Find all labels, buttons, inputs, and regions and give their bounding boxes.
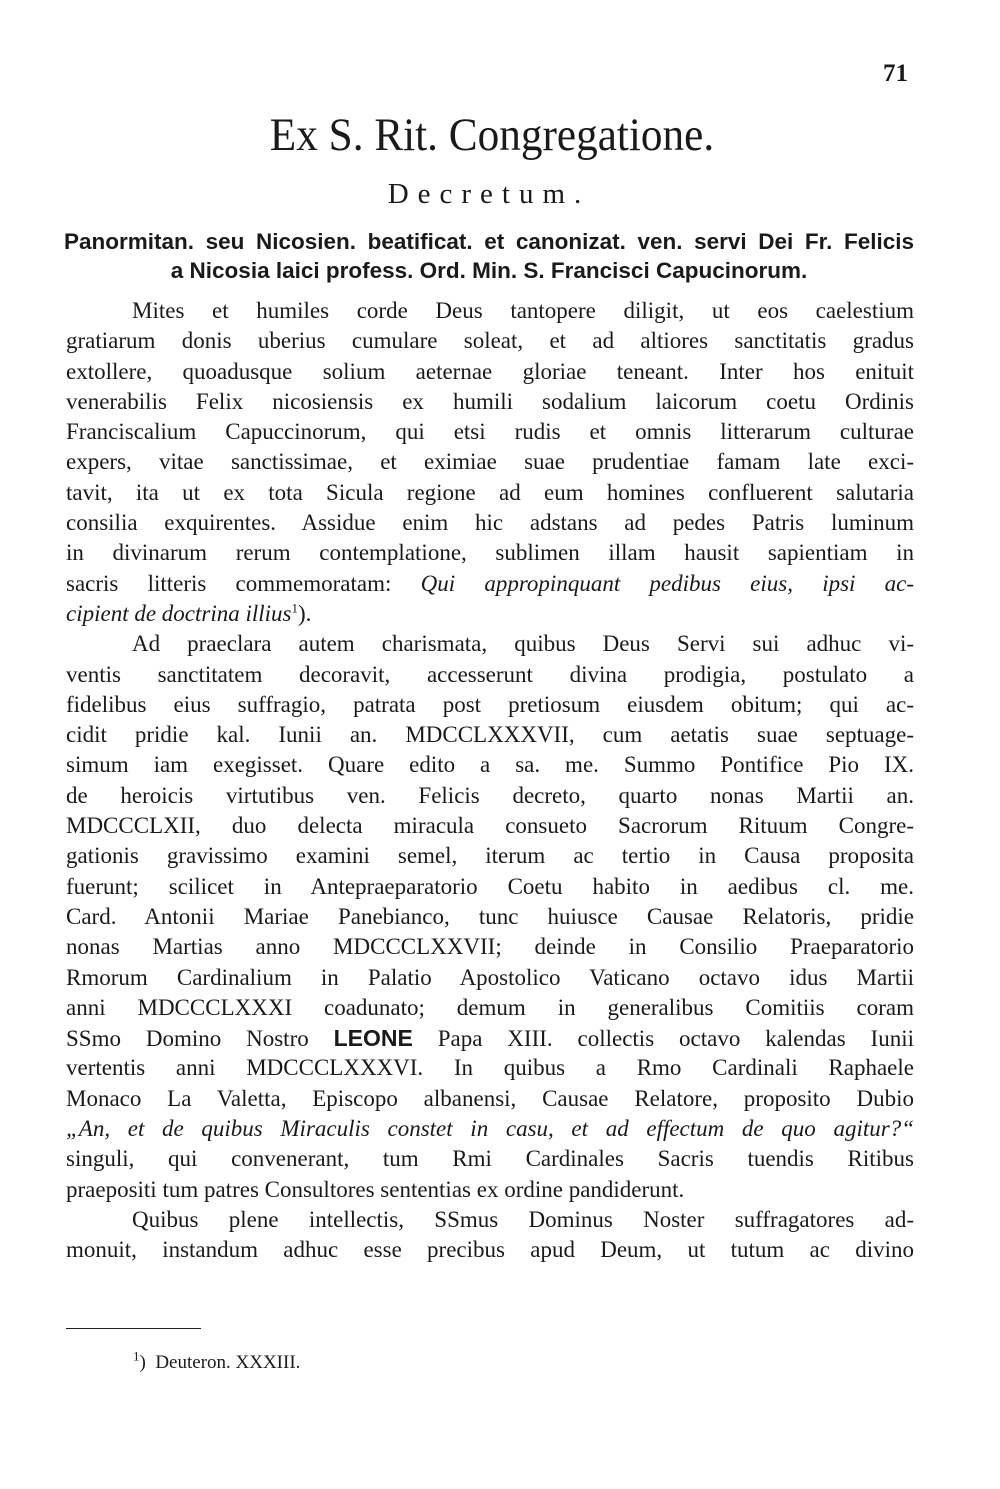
text-segment: SSmo Domino Nostro — [66, 1026, 309, 1052]
text-line: monuit, instandum adhuc esse precibus apud Deum, ut tutum ac divino — [66, 1237, 914, 1263]
text-line: gratiarum donis uberius cumulare soleat, et ad altiores sanctitatis gradus — [66, 328, 914, 354]
text-line: Mites et humiles corde Deus tantopere diligit, ut eos caelestium — [132, 298, 914, 323]
text-line: Franciscalium Capuccinorum, qui etsi rudis et omnis litterarum culturae — [66, 419, 914, 445]
footnote — [133, 1348, 301, 1374]
text-line — [66, 1023, 914, 1053]
text-line: anni MDCCCLXXXI coadunato; demum in generalibus Comitiis coram — [66, 994, 914, 1020]
text-line: expers, vitae sanctissimae, et eximiae suae prudentiae famam late exci- — [66, 449, 914, 475]
text-segment: sacris litteris commemoratam: — [66, 570, 392, 596]
text-line: Rmorum Cardinalium in Palatio Apostolico Vaticano octavo idus Martii — [66, 964, 914, 990]
case-heading-line-1: Panormitan. seu Nicosien. beatificat. et canonizat. ven. servi Dei Fr. Felicis — [64, 229, 914, 254]
text-segment: Papa XIII. collectis octavo kalendas Iunii — [437, 1026, 914, 1052]
text-line: consilia exquirentes. Assidue enim hic adstans ad pedes Patris luminum — [66, 510, 914, 536]
text-line: fuerunt; scilicet in Antepraeparatorio Coetu habito in aedibus cl. me. — [66, 873, 914, 899]
text-line: vertentis anni MDCCCLXXXVI. In quibus a Rmo Cardinali Raphaele — [66, 1055, 914, 1081]
text-line: in divinarum rerum contemplatione, sublimen illam hausit sapientiam in — [66, 540, 914, 566]
page-number: 71 — [883, 60, 908, 87]
case-heading-line-2: a Nicosia laici profess. Ord. Min. S. Francisci Capucinorum. — [170, 258, 808, 283]
text-line: fidelibus eius suffragio, patrata post pretiosum eiusdem obitum; qui ac- — [66, 691, 914, 717]
text-line: gationis gravissimo examini semel, iterum ac tertio in Causa proposita — [66, 843, 914, 869]
text-line — [66, 569, 914, 599]
footnote-divider — [66, 1328, 201, 1329]
footnote-reference[interactable]: 1 — [291, 600, 298, 616]
text-line: Monaco La Valetta, Episcopo albanensi, Causae Relatore, proposito Dubio — [66, 1085, 914, 1111]
text-line: nonas Martias anno MDCCCLXXVII; deinde in Consilio Praeparatorio — [66, 934, 914, 960]
dubium-question: „An, et de quibus Miraculis constet in casu, et ad effectum de quo agitur?“ — [66, 1116, 914, 1142]
scripture-quote: Qui appropinquant pedibus eius, ipsi ac- — [420, 570, 915, 596]
text-line — [66, 1114, 914, 1144]
text-line: singuli, qui convenerant, tum Rmi Cardinales Sacris tuendis Ritibus — [66, 1146, 914, 1172]
text-line: cidit pridie kal. Iunii an. MDCCLXXXVII, cum aetatis suae septuage- — [66, 722, 914, 748]
text-line: venerabilis Felix nicosiensis ex humili sodalium laicorum coetu Ordinis — [66, 388, 914, 414]
pope-name: LEONE — [333, 1025, 413, 1052]
text-line: simum iam exegisset. Quare edito a sa. me. Summo Pontifice Pio IX. — [66, 752, 914, 778]
body-text — [66, 296, 914, 1266]
footnote-marker: 1 — [133, 1348, 140, 1364]
scripture-quote: cipient de doctrina illius — [66, 600, 292, 626]
text-line: MDCCCLXII, duo delecta miracula consueto Sacrorum Rituum Congre- — [66, 813, 914, 839]
footnote-marker-close: ) — [139, 1352, 146, 1373]
case-heading — [64, 227, 914, 285]
text-segment: ). — [298, 600, 312, 626]
text-line: Ad praeclara autem charismata, quibus Deus Servi sui adhuc vi- — [132, 631, 914, 657]
text-line: praepositi tum patres Consultores sententias ex ordine pandiderunt. — [66, 1176, 685, 1202]
text-line: de heroicis virtutibus ven. Felicis decreto, quarto nonas Martii an. — [66, 782, 914, 808]
text-line: Card. Antonii Mariae Panebianco, tunc huiusce Causae Relatoris, pridie — [66, 903, 914, 929]
text-line: ventis sanctitatem decoravit, accesserunt divina prodigia, postulato a — [66, 661, 914, 687]
footnote-text: Deuteron. XXXIII. — [155, 1352, 301, 1373]
text-line: tavit, ita ut ex tota Sicula regione ad eum homines confluerent salutaria — [66, 479, 914, 505]
page-title: Ex S. Rit. Congregatione. — [269, 109, 715, 161]
decree-subtitle: Decretum. — [387, 178, 591, 210]
text-line: extollere, quoadusque solium aeternae gloriae teneant. Inter hos enituit — [66, 358, 914, 384]
text-line — [66, 599, 914, 629]
text-line: Quibus plene intellectis, SSmus Dominus Noster suffragatores ad- — [132, 1206, 914, 1232]
